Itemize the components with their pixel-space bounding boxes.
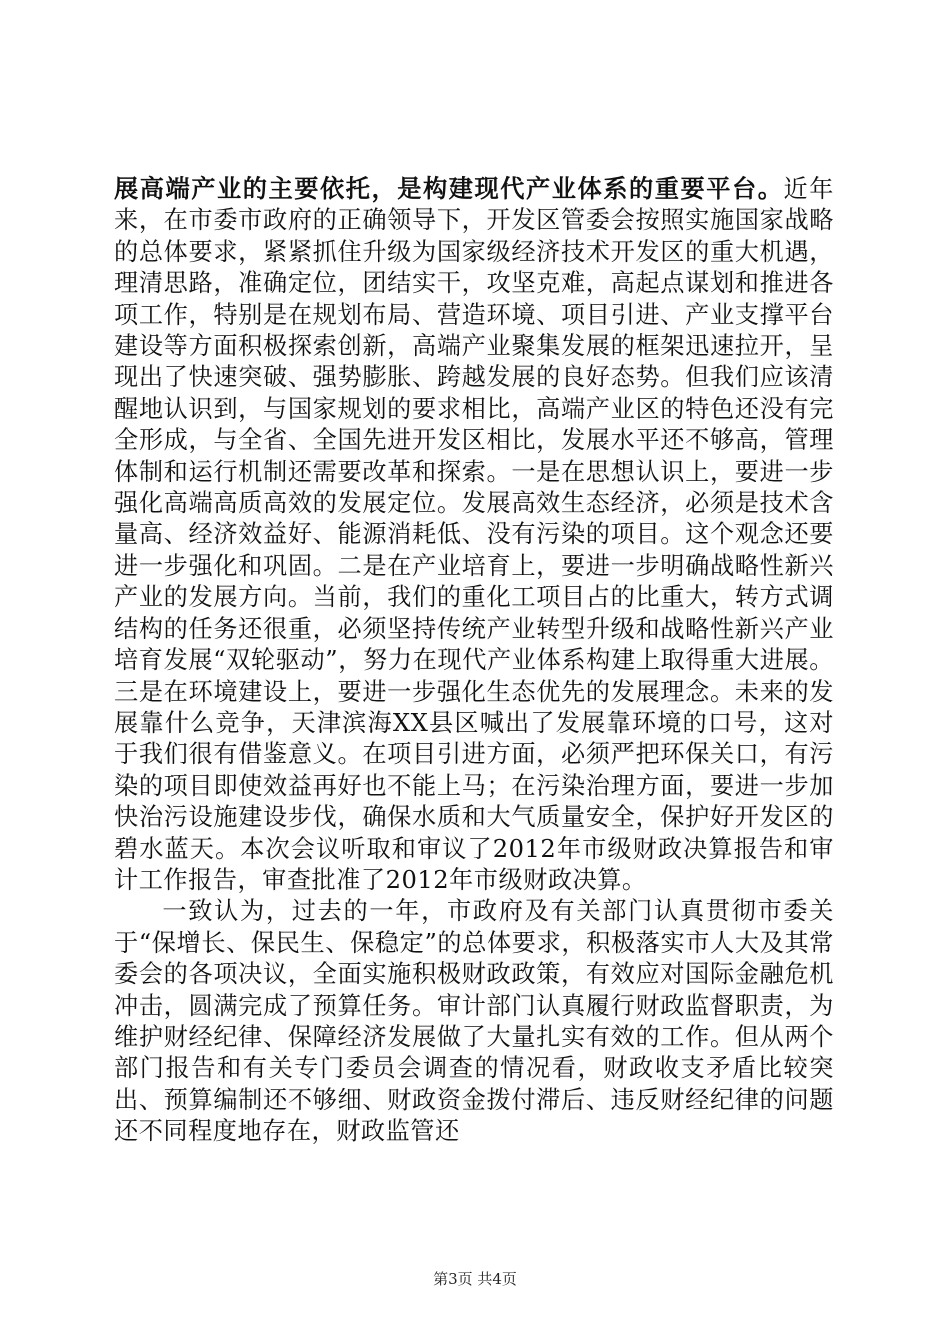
document-body [114,144,834,1148]
paragraph-2-text: 一致认为，过去的一年，市政府及有关部门认真贯彻市委关于“保增长、保民生、保稳定”的总体要求，积极落实市人大及其常委会的各项决议，全面实施积极财政政策，有效应对国际金融危机冲击，圆满完成了预算任务。审计部门认真履行财政监督职责，为维护财经纪律、保障经济发展做了大量扎实有效的工作。但从两个部门报告和有关专门委员会调查的情况看，财政收支矛盾比较突出、预算编制还不够细、财政资金拨付滞后、违反财经纪律的问题还不同程度地存在，财政监管还 [114,897,834,1146]
page-footer [0,1269,950,1289]
paragraph-1-bold-lead: 展高端产业的主要依托，是构建现代产业体系的重要平台。 [114,175,784,203]
paragraph-1-text: 近年来，在市委市政府的正确领导下，开发区管委会按照实施国家战略的总体要求，紧紧抓住升级为国家级经济技术开发区的重大机遇，理清思路，准确定位，团结实干，攻坚克难，高起点谋划和推进各项工作，特别是在规划布局、营造环境、项目引进、产业支撑平台建设等方面积极探索创新，高端产业聚集发展的框架迅速拉开，呈现出了快速突破、强势膨胀、跨越发展的良好态势。但我们应该清醒地认识到，与国家规划的要求相比，高端产业区的特色还没有完全形成，与全省、全国先进开发区相比，发展水平还不够高，管理体制和运行机制还需要改革和探索。一是在思想认识上，要进一步强化高端高质高效的发展定位。发展高效生态经济，必须是技术含量高、经济效益好、能源消耗低、没有污染的项目。这个观念还要进一步强化和巩固。二是在产业培育上，要进一步明确战略性新兴产业的发展方向。当前，我们的重化工项目占的比重大，转方式调结构的任务还很重，必须坚持传统产业转型升级和战略性新兴产业培育发展“双轮驱动”，努力在现代产业体系构建上取得重大进展。三是在环境建设上，要进一步强化生态优先的发展理念。未来的发展靠什么竞争，天津滨海XX县区喊出了发展靠环境的口号，这对于我们很有借鉴意义。在项目引进方面，必须严把环保关口，有污染的项目即使效益再好也不能上马；在污染治理方面，要进一步加快治污设施建设步伐，确保水质和大气质量安全，保护好开发区的碧水蓝天。本次会议听取和审议了2012年市级财政决算报告和审计工作报告，审查批准了2012年市级财政决算。 [114,175,834,894]
paragraph-1 [114,174,834,896]
paragraph-2 [114,896,834,1147]
page-number: 第3页 共4页 [433,1270,517,1288]
